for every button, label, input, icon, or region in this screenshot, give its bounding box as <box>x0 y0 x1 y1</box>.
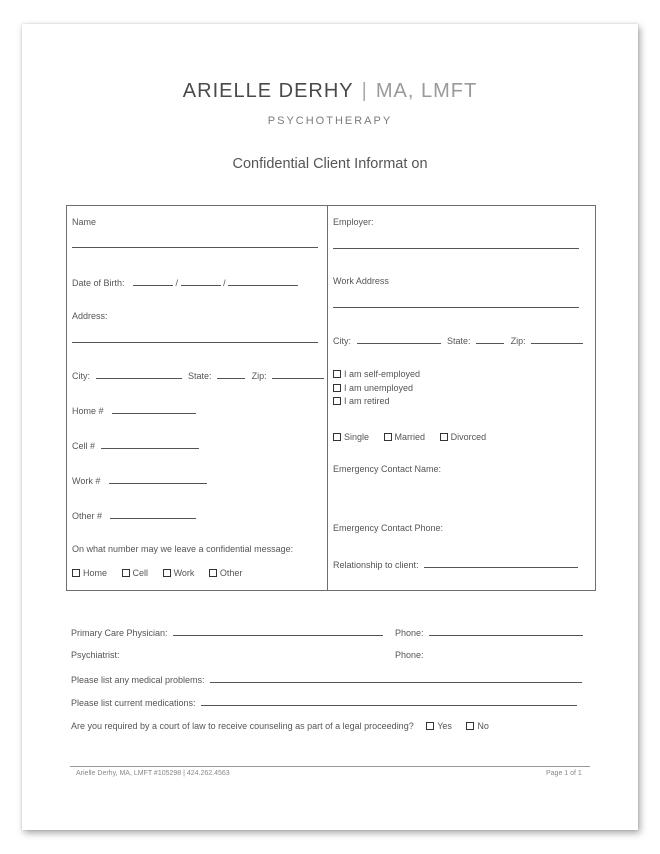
message-options <box>72 568 254 578</box>
work-phone-label: Work # <box>72 476 101 486</box>
work-zip-field[interactable] <box>531 334 583 344</box>
dob-row: Date of Birth: / / <box>72 276 298 288</box>
relationship-label: Relationship to client: <box>333 560 419 570</box>
credentials-text: MA, LMFT <box>375 80 478 102</box>
work-state-label: State: <box>447 336 471 346</box>
checkbox-icon <box>333 384 341 392</box>
address-label: Address: <box>72 311 108 321</box>
zip-label: Zip: <box>251 371 267 381</box>
zip-field[interactable] <box>272 369 324 379</box>
dob-day-field[interactable] <box>181 276 221 286</box>
checkbox-icon <box>163 569 171 577</box>
medical-problems-label: Please list any medical problems: <box>71 675 205 685</box>
page-number: Page 1 of 1 <box>546 770 582 777</box>
pcp-phone-label: Phone: <box>395 628 424 638</box>
psychiatrist-label: Psychiatrist: <box>71 650 120 660</box>
pcp-phone-field[interactable] <box>429 626 583 636</box>
no-label: No <box>477 721 489 731</box>
form-page <box>22 24 638 830</box>
checkbox-icon <box>333 370 341 378</box>
checkbox-icon <box>333 397 341 405</box>
header-separator: | <box>361 80 368 102</box>
checkbox-icon <box>209 569 217 577</box>
work-city-field[interactable] <box>357 334 441 344</box>
pcp-row <box>71 626 383 638</box>
court-question: Are you required by a court of law to receive counseling as part of a legal proceeding? <box>71 721 414 731</box>
work-zip-label: Zip: <box>510 336 526 346</box>
work-address-label: Work Address <box>333 276 389 286</box>
dob-month-field[interactable] <box>133 276 173 286</box>
pcp-phone-row <box>395 626 583 638</box>
home-phone-field[interactable] <box>112 404 196 414</box>
checkbox-icon <box>384 433 392 441</box>
emergency-name-label: Emergency Contact Name: <box>333 464 442 474</box>
work-address-field[interactable] <box>333 307 579 308</box>
msg-option-other[interactable] <box>209 568 243 578</box>
checkbox-icon <box>122 569 130 577</box>
dob-label: Date of Birth: <box>72 278 125 288</box>
message-question: On what number may we leave a confidential message: <box>72 544 294 554</box>
name-text: ARIELLE DERHY <box>182 80 354 102</box>
practitioner-name <box>22 80 638 103</box>
employment-label: I am self-employed <box>344 369 421 379</box>
msg-option-label: Home <box>83 568 108 578</box>
employer-label: Employer: <box>333 217 374 227</box>
medical-problems-row <box>71 673 582 685</box>
medical-problems-field[interactable] <box>210 673 582 683</box>
msg-option-cell[interactable] <box>122 568 149 578</box>
footer-divider <box>70 766 590 767</box>
form-title: Confidential Client Informat on <box>232 156 428 172</box>
marital-options <box>333 432 498 442</box>
unemployed-option[interactable] <box>333 383 413 393</box>
dob-year-field[interactable] <box>228 276 298 286</box>
cell-phone-row <box>72 439 199 451</box>
msg-option-label: Other <box>219 568 243 578</box>
medications-row <box>71 696 577 708</box>
work-state-field[interactable] <box>476 334 504 344</box>
footer-contact: Arielle Derhy, MA, LMFT #105298 | 424.262.4563 <box>76 770 230 777</box>
city-field[interactable] <box>96 369 182 379</box>
work-phone-field[interactable] <box>109 474 207 484</box>
pcp-field[interactable] <box>173 626 383 636</box>
other-phone-field[interactable] <box>110 509 196 519</box>
checkbox-icon <box>426 722 434 730</box>
msg-option-home[interactable] <box>72 568 107 578</box>
checkbox-icon <box>333 433 341 441</box>
medications-field[interactable] <box>201 696 577 706</box>
msg-option-label: Work <box>173 568 195 578</box>
court-question-row <box>71 721 501 731</box>
employer-field[interactable] <box>333 248 579 249</box>
marital-label: Divorced <box>450 432 487 442</box>
name-field[interactable] <box>72 247 318 248</box>
cell-phone-label: Cell # <box>72 441 96 451</box>
city-label: City: <box>72 371 90 381</box>
name-label: Name <box>72 217 97 227</box>
msg-option-work[interactable] <box>163 568 195 578</box>
employment-label: I am unemployed <box>344 383 414 393</box>
state-field[interactable] <box>217 369 245 379</box>
other-phone-label: Other # <box>72 511 103 521</box>
pcp-label: Primary Care Physician: <box>71 628 168 638</box>
column-divider <box>327 206 328 590</box>
yes-label: Yes <box>437 721 452 731</box>
checkbox-icon <box>440 433 448 441</box>
relationship-row <box>333 558 578 570</box>
marital-label: Single <box>344 432 370 442</box>
work-phone-row <box>72 474 207 486</box>
psychiatrist-phone-label: Phone: <box>395 650 424 660</box>
medications-label: Please list current medications: <box>71 698 196 708</box>
work-city-label: City: <box>333 336 351 346</box>
msg-option-label: Cell <box>132 568 149 578</box>
client-info-box <box>66 205 596 591</box>
self-employed-option[interactable] <box>333 369 420 379</box>
left-city-row <box>72 369 324 381</box>
state-label: State: <box>188 371 212 381</box>
home-phone-label: Home # <box>72 406 104 416</box>
employment-label: I am retired <box>344 396 390 406</box>
other-phone-row <box>72 509 196 521</box>
checkbox-icon <box>72 569 80 577</box>
marital-married[interactable] <box>384 432 426 442</box>
marital-divorced[interactable] <box>440 432 487 442</box>
retired-option[interactable] <box>333 396 390 406</box>
court-yes-option[interactable] <box>426 721 452 731</box>
address-field[interactable] <box>72 342 318 343</box>
court-no-option[interactable] <box>466 721 489 731</box>
emergency-phone-label: Emergency Contact Phone: <box>333 523 444 533</box>
right-city-row <box>333 334 583 346</box>
marital-single[interactable] <box>333 432 369 442</box>
marital-label: Married <box>394 432 426 442</box>
practice-subtitle: PSYCHOTHERAPY <box>267 115 393 127</box>
relationship-field[interactable] <box>424 558 578 568</box>
home-phone-row <box>72 404 196 416</box>
cell-phone-field[interactable] <box>101 439 199 449</box>
checkbox-icon <box>466 722 474 730</box>
